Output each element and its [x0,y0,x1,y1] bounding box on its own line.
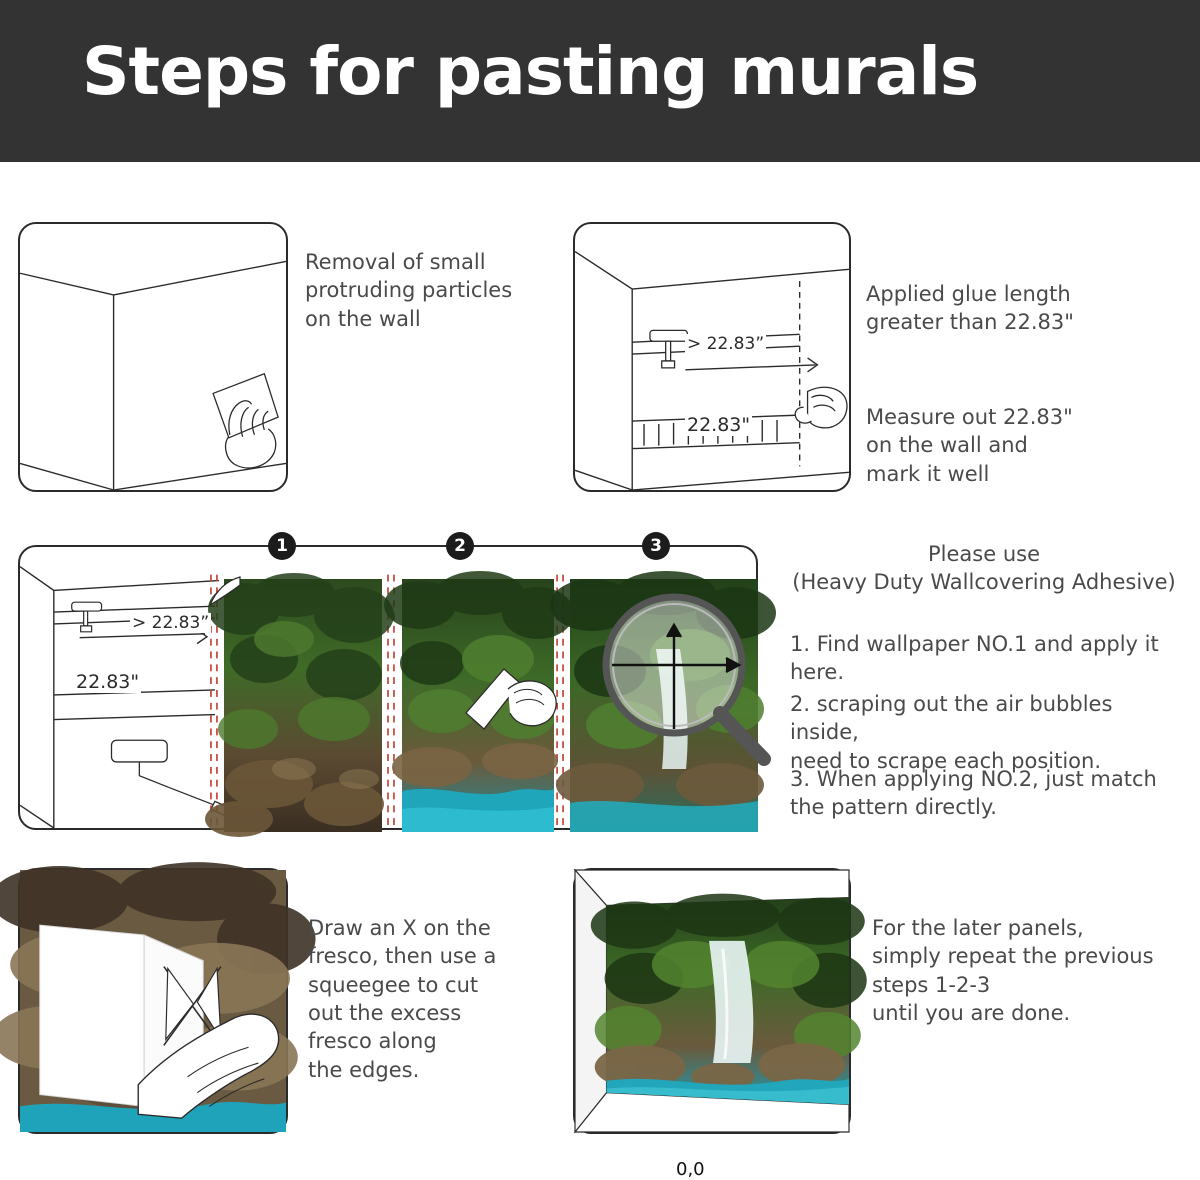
step-badge-2: 2 [446,532,474,560]
panel-glue-measure [573,222,851,492]
strip-glue-length-label: > 22.83” [132,613,210,633]
measure-length-label: 22.83" [687,414,751,436]
wall-corner-illustration [20,224,286,490]
please-use-line1: Please use [928,542,1040,566]
please-use-line2: (Heavy Duty Wallcovering Adhesive) [792,570,1176,595]
mural-panel-1 [224,579,382,832]
finished-room-illustration [575,870,849,1132]
caption-please-use [784,540,1184,597]
caption-applied-glue: Applied glue length greater than 22.83" [866,282,1074,335]
caption-repeat-steps: For the later panels, simply repeat the previous steps 1-2-3 until you are done. [872,916,1154,1026]
instruction-step-3: 3. When applying NO.2, just match the pattern directly. [790,767,1157,820]
caption-cut-excess: Draw an X on the fresco, then use a squeegee to cut out the excess fresco along the edges. [308,916,497,1082]
squeegee-hand-icon [464,659,562,739]
panel-wall-cleaning [18,222,288,492]
caption-measure-wall: Measure out 22.83" on the wall and mark it well [866,405,1073,486]
panel-cut-excess [18,868,288,1134]
origin-label: 0,0 [676,1159,705,1180]
step-badge-3: 3 [642,532,670,560]
caption-remove-particles: Removal of small protruding particles on the wall [305,250,513,331]
panel-final-room [573,868,851,1134]
panel-corner-fold-1 [206,575,242,615]
magnifier-icon [592,587,782,787]
header-banner [0,0,1200,162]
paper-flap-and-hand [20,870,286,1132]
instruction-step-2: 2. scraping out the air bubbles inside, need to scrape each position. [790,692,1113,773]
strip-measure-label: 22.83" [76,671,140,693]
glue-length-label: > 22.83” [687,334,765,354]
step-badge-1: 1 [268,532,296,560]
instruction-step-1: 1. Find wallpaper NO.1 and apply it here. [790,632,1159,685]
glue-measure-illustration [575,224,849,490]
page-title: Steps for pasting murals [82,33,979,110]
